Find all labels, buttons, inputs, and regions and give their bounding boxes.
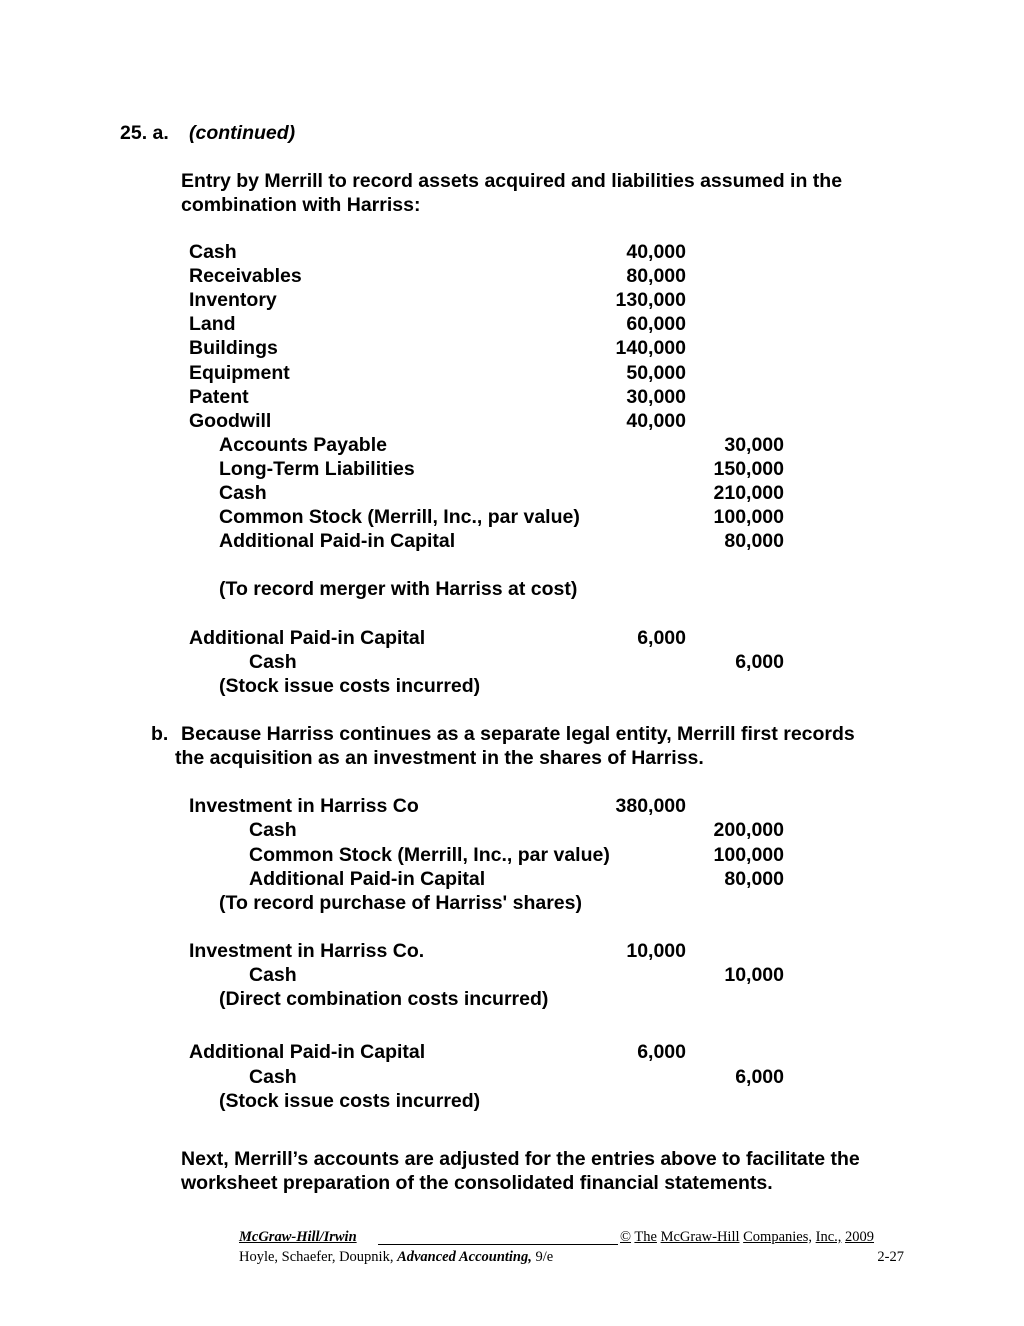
account-name: Land <box>189 313 236 335</box>
account-name: Inventory <box>189 289 277 311</box>
account-name: Cash <box>249 819 297 841</box>
copyright-word: The <box>634 1229 657 1245</box>
closing-line1: Next, Merrill’s accounts are adjusted for the entries above to facilitate the <box>181 1148 860 1170</box>
debit-amount: 140,000 <box>615 337 686 359</box>
copyright-word: Inc., <box>815 1229 842 1245</box>
account-name: Patent <box>189 386 249 408</box>
part-b-text-line1: Because Harriss continues as a separate legal entity, Merrill first records <box>181 723 855 745</box>
journal-row <box>0 1040 1024 1064</box>
part-b-text-line2: the acquisition as an investment in the shares of Harriss. <box>175 747 704 769</box>
account-name: Common Stock (Merrill, Inc., par value) <box>219 506 580 528</box>
journal-row <box>0 529 1024 553</box>
footer-book-title: Advanced Accounting, <box>397 1249 532 1265</box>
journal-row <box>0 385 1024 409</box>
account-name: Additional Paid-in Capital <box>249 868 486 890</box>
part-a-intro-line1: Entry by Merrill to record assets acquired and liabilities assumed in the <box>181 170 843 192</box>
journal-row <box>0 939 1024 963</box>
account-name: Common Stock (Merrill, Inc., par value) <box>249 844 610 866</box>
entry-note: (To record purchase of Harriss' shares) <box>219 892 582 914</box>
entry-note: (Stock issue costs incurred) <box>219 1090 481 1112</box>
journal-row <box>0 794 1024 818</box>
journal-row <box>0 409 1024 433</box>
debit-amount: 30,000 <box>626 386 686 408</box>
credit-amount: 150,000 <box>713 458 784 480</box>
credit-amount: 100,000 <box>713 506 784 528</box>
journal-row <box>0 288 1024 312</box>
part-a-intro-line2: combination with Harriss: <box>181 194 421 216</box>
journal-row <box>0 481 1024 505</box>
journal-row <box>0 336 1024 360</box>
debit-amount: 60,000 <box>626 313 686 335</box>
journal-row <box>0 843 1024 867</box>
journal-row <box>0 433 1024 457</box>
footer-edition: 9/e <box>535 1249 554 1265</box>
problem-number: 25. a. <box>120 122 169 144</box>
account-name: Equipment <box>189 362 290 384</box>
footer-copyright <box>620 1227 874 1247</box>
closing-line2: worksheet preparation of the consolidated financial statements. <box>181 1172 773 1194</box>
account-name: Investment in Harriss Co <box>189 795 419 817</box>
journal-row <box>0 264 1024 288</box>
credit-amount: 30,000 <box>724 434 784 456</box>
journal-row <box>0 650 1024 674</box>
account-name: Goodwill <box>189 410 272 432</box>
account-name: Additional Paid-in Capital <box>189 1041 426 1063</box>
journal-row <box>0 867 1024 891</box>
copyright-word: Companies, <box>743 1229 812 1245</box>
journal-row <box>0 963 1024 987</box>
credit-amount: 80,000 <box>724 868 784 890</box>
credit-amount: 80,000 <box>724 530 784 552</box>
account-name: Cash <box>249 964 297 986</box>
footer-publisher <box>239 1227 357 1247</box>
journal-row <box>0 457 1024 481</box>
copyright-year: 2009 <box>845 1229 875 1245</box>
account-name: Additional Paid-in Capital <box>189 627 426 649</box>
journal-row <box>0 361 1024 385</box>
continued-label: (continued) <box>189 122 296 144</box>
part-b-label: b. <box>151 723 169 745</box>
copyright-word: McGraw-Hill <box>660 1229 740 1245</box>
journal-row <box>0 312 1024 336</box>
debit-amount: 80,000 <box>626 265 686 287</box>
account-name: Receivables <box>189 265 302 287</box>
debit-amount: 10,000 <box>626 940 686 962</box>
journal-row <box>0 818 1024 842</box>
footer-citation <box>239 1247 553 1267</box>
account-name: Investment in Harriss Co. <box>189 940 425 962</box>
entry-note: (To record merger with Harriss at cost) <box>219 578 578 600</box>
journal-row <box>0 240 1024 264</box>
entry-note: (Stock issue costs incurred) <box>219 675 481 697</box>
debit-amount: 50,000 <box>626 362 686 384</box>
debit-amount: 6,000 <box>637 1041 686 1063</box>
account-name: Accounts Payable <box>219 434 387 456</box>
footer-publisher-text: McGraw-Hill/Irwin <box>239 1229 357 1245</box>
account-name: Buildings <box>189 337 278 359</box>
debit-amount: 40,000 <box>626 410 686 432</box>
credit-amount: 200,000 <box>713 819 784 841</box>
footer-authors: Hoyle, Schaefer, Doupnik, <box>239 1249 394 1265</box>
debit-amount: 130,000 <box>615 289 686 311</box>
entry-note: (Direct combination costs incurred) <box>219 988 549 1010</box>
credit-amount: 100,000 <box>713 844 784 866</box>
debit-amount: 6,000 <box>637 627 686 649</box>
footer-rule <box>378 1244 618 1245</box>
account-name: Cash <box>249 651 297 673</box>
page-number: 2-27 <box>877 1249 904 1265</box>
debit-amount: 380,000 <box>615 795 686 817</box>
account-name: Cash <box>189 241 237 263</box>
copyright-symbol: © <box>620 1229 632 1245</box>
credit-amount: 6,000 <box>735 651 784 673</box>
account-name: Cash <box>249 1066 297 1088</box>
credit-amount: 10,000 <box>724 964 784 986</box>
journal-row <box>0 1065 1024 1089</box>
journal-row <box>0 505 1024 529</box>
account-name: Long-Term Liabilities <box>219 458 415 480</box>
debit-amount: 40,000 <box>626 241 686 263</box>
account-name: Cash <box>219 482 267 504</box>
credit-amount: 210,000 <box>713 482 784 504</box>
journal-row <box>0 626 1024 650</box>
account-name: Additional Paid-in Capital <box>219 530 456 552</box>
credit-amount: 6,000 <box>735 1066 784 1088</box>
